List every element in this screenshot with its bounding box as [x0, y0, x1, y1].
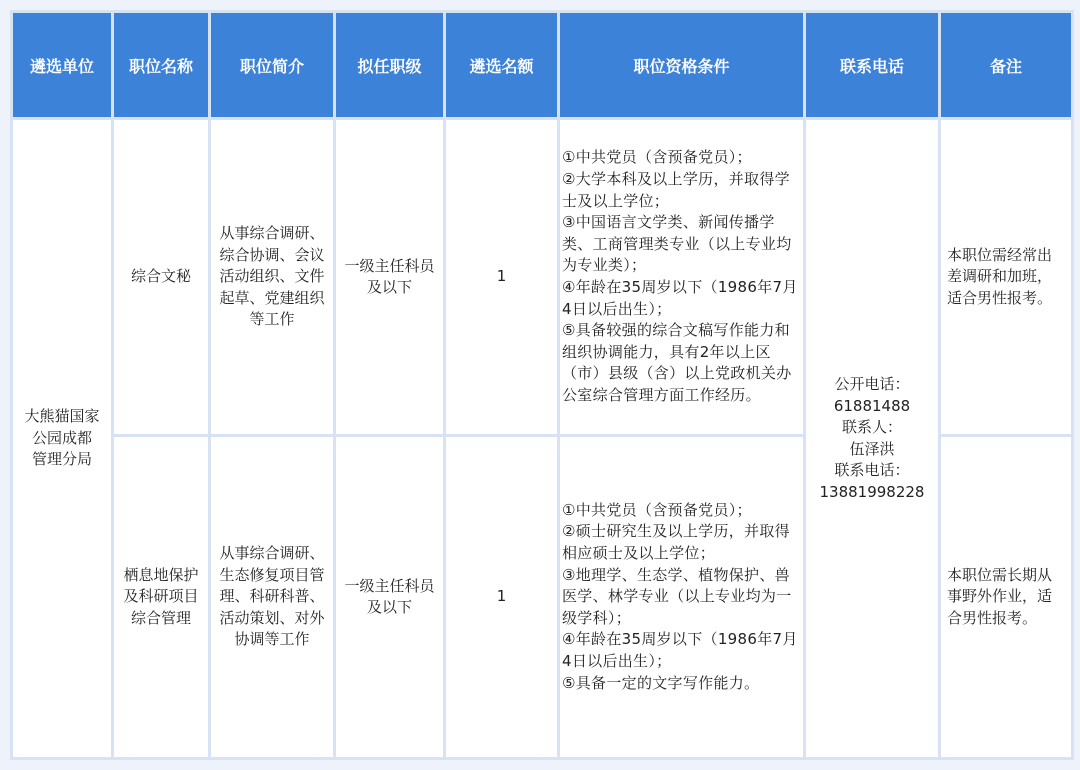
contact-line: 61881488 — [833, 396, 911, 415]
unit-line: 管理分局 — [31, 450, 92, 469]
requirement-item: ②大学本科及以上学历，并取得学士及以上学位； — [562, 170, 790, 210]
position-name-cell: 栖息地保护及科研项目综合管理 — [114, 437, 208, 757]
header-position-name: 职位名称 — [114, 13, 208, 117]
contact-line: 13881998228 — [819, 482, 925, 501]
contact-line: 联系电话： — [834, 461, 910, 479]
requirement-item: ⑤具备较强的综合文稿写作能力和组织协调能力，具有2年以上区（市）县级（含）以上党政机关办公室综合管理方面工作经历。 — [562, 321, 792, 404]
position-intro-cell: 从事综合调研、生态修复项目管理、科研科普、活动策划、对外协调等工作 — [211, 437, 333, 757]
unit-line: 公园成都 — [31, 428, 92, 447]
grade-cell: 一级主任科员及以下 — [336, 437, 443, 757]
note-cell: 本职位需经常出差调研和加班，适合男性报考。 — [941, 120, 1071, 434]
requirement-item: ①中共党员（含预备党员）； — [562, 148, 752, 167]
position-table — [10, 10, 1074, 760]
contact-line: 公开电话： — [834, 375, 910, 393]
header-position-intro: 职位简介 — [211, 13, 333, 117]
header-unit: 遴选单位 — [13, 13, 111, 117]
note-cell: 本职位需长期从事野外作业，适合男性报考。 — [941, 437, 1071, 757]
requirements-cell — [560, 120, 803, 434]
contact-line: 伍泽洪 — [849, 439, 895, 458]
table-header-row — [13, 13, 1071, 117]
header-grade: 拟任职级 — [336, 13, 443, 117]
requirements-cell — [560, 437, 803, 757]
position-intro-cell: 从事综合调研、综合协调、会议活动组织、文件起草、党建组织等工作 — [211, 120, 333, 434]
header-note: 备注 — [941, 13, 1071, 117]
requirement-item: ④年龄在35周岁以下（1986年7月4日以后出生）； — [562, 630, 798, 670]
requirement-item: ③中国语言文学类、新闻传播学类、工商管理类专业（以上专业均为专业类）； — [562, 213, 792, 275]
requirement-item: ①中共党员（含预备党员）； — [562, 500, 752, 519]
position-name-cell: 综合文秘 — [114, 120, 208, 434]
quota-cell: 1 — [446, 437, 557, 757]
quota-cell: 1 — [446, 120, 557, 434]
requirement-item: ④年龄在35周岁以下（1986年7月4日以后出生）； — [562, 278, 798, 318]
header-contact: 联系电话 — [806, 13, 938, 117]
table-row — [13, 120, 1071, 434]
requirement-item: ③地理学、生态学、植物保护、兽医学、林学专业（以上专业均为一级学科）； — [562, 565, 792, 627]
header-requirements: 职位资格条件 — [560, 13, 803, 117]
contact-cell — [806, 120, 938, 757]
requirement-item: ②硕士研究生及以上学历，并取得相应硕士及以上学位； — [562, 522, 790, 563]
grade-cell: 一级主任科员及以下 — [336, 120, 443, 434]
contact-line: 联系人： — [841, 418, 902, 436]
unit-cell — [13, 120, 111, 757]
requirement-item: ⑤具备一定的文字写作能力。 — [562, 673, 760, 692]
header-quota: 遴选名额 — [446, 13, 557, 117]
unit-line: 大熊猫国家 — [24, 407, 100, 426]
